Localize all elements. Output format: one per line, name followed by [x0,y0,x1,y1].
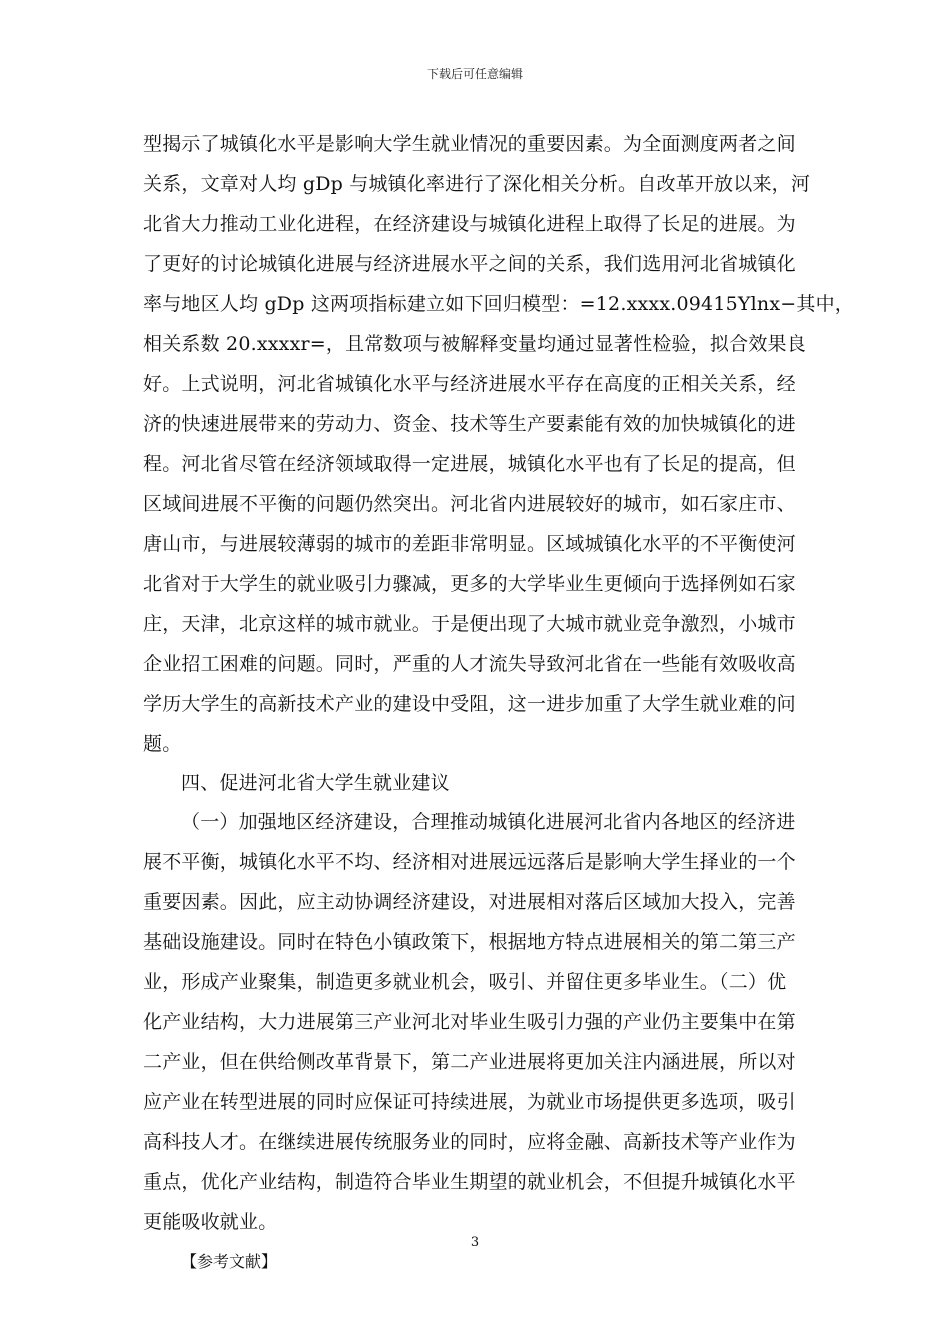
body-line: 程。河北省尽管在经济领域取得一定进展，城镇化水平也有了长足的提高，但 [143,453,796,475]
section-heading: 四、促进河北省大学生就业建议 [181,772,450,794]
body-line: 率与地区人均 gDp 这两项指标建立如下回归模型：=12.xxxx.09415Ylnx−其中， [143,293,855,315]
section-line: 重点，优化产业结构，制造符合毕业生期望的就业机会，不但提升城镇化水平 [143,1171,796,1193]
body-line: 庄，天津，北京这样的城市就业。于是便出现了大城市就业竞争激烈，小城市 [143,613,796,635]
section-line: 基础设施建设。同时在特色小镇政策下，根据地方特点进展相关的第二第三产 [143,931,796,953]
body-line: 企业招工困难的问题。同时，严重的人才流失导致河北省在一些能有效吸收高 [143,653,796,675]
body-line: 学历大学生的高新技术产业的建设中受阻，这一进步加重了大学生就业难的问 [143,693,796,715]
body-line: 北省对于大学生的就业吸引力骤减，更多的大学毕业生更倾向于选择例如石家 [143,573,796,595]
body-line: 北省大力推动工业化进程，在经济建设与城镇化进程上取得了长足的进展。为 [143,213,796,235]
section-line: 展不平衡，城镇化水平不均、经济相对进展远远落后是影响大学生择业的一个 [143,851,796,873]
section-line-first: （一）加强地区经济建设，合理推动城镇化进展河北省内各地区的经济进 [181,811,796,833]
document-body [143,124,855,1282]
body-line: 好。上式说明，河北省城镇化水平与经济进展水平存在高度的正相关关系，经 [143,373,796,395]
section-line: 高科技人才。在继续进展传统服务业的同时，应将金融、高新技术等产业作为 [143,1131,796,1153]
body-line: 唐山市，与进展较薄弱的城市的差距非常明显。区域城镇化水平的不平衡使河 [143,533,796,555]
section-line: 更能吸收就业。 [143,1211,278,1233]
section-line: 重要因素。因此，应主动协调经济建设，对进展相对落后区域加大投入，完善 [143,891,796,913]
body-line: 相关系数 20.xxxxr=，且常数项与被解释变量均通过显著性检验，拟合效果良 [143,333,806,355]
section-line: 应产业在转型进展的同时应保证可持续进展，为就业市场提供更多选项，吸引 [143,1091,796,1113]
page-header: 下载后可任意编辑 [426,67,523,81]
body-line: 题。 [143,733,182,755]
body-line: 关系，文章对人均 gDp 与城镇化率进行了深化相关分析。自改革开放以来，河 [143,173,811,195]
body-line: 型揭示了城镇化水平是影响大学生就业情况的重要因素。为全面测度两者之间 [143,133,796,155]
page-number: 3 [470,1235,480,1250]
body-line: 区域间进展不平衡的问题仍然突出。河北省内进展较好的城市，如石家庄市、 [143,493,796,515]
references-heading: 【参考文献】 [181,1252,278,1271]
section-line: 二产业，但在供给侧改革背景下，第二产业进展将更加关注内涵进展，所以对 [143,1051,796,1073]
section-line: 业，形成产业聚集，制造更多就业机会，吸引、并留住更多毕业生。（二）优 [143,971,787,993]
section-line: 化产业结构，大力进展第三产业河北对毕业生吸引力强的产业仍主要集中在第 [143,1011,796,1033]
body-line: 济的快速进展带来的劳动力、资金、技术等生产要素能有效的加快城镇化的进 [143,413,796,435]
body-line: 了更好的讨论城镇化进展与经济进展水平之间的关系，我们选用河北省城镇化 [143,253,796,275]
